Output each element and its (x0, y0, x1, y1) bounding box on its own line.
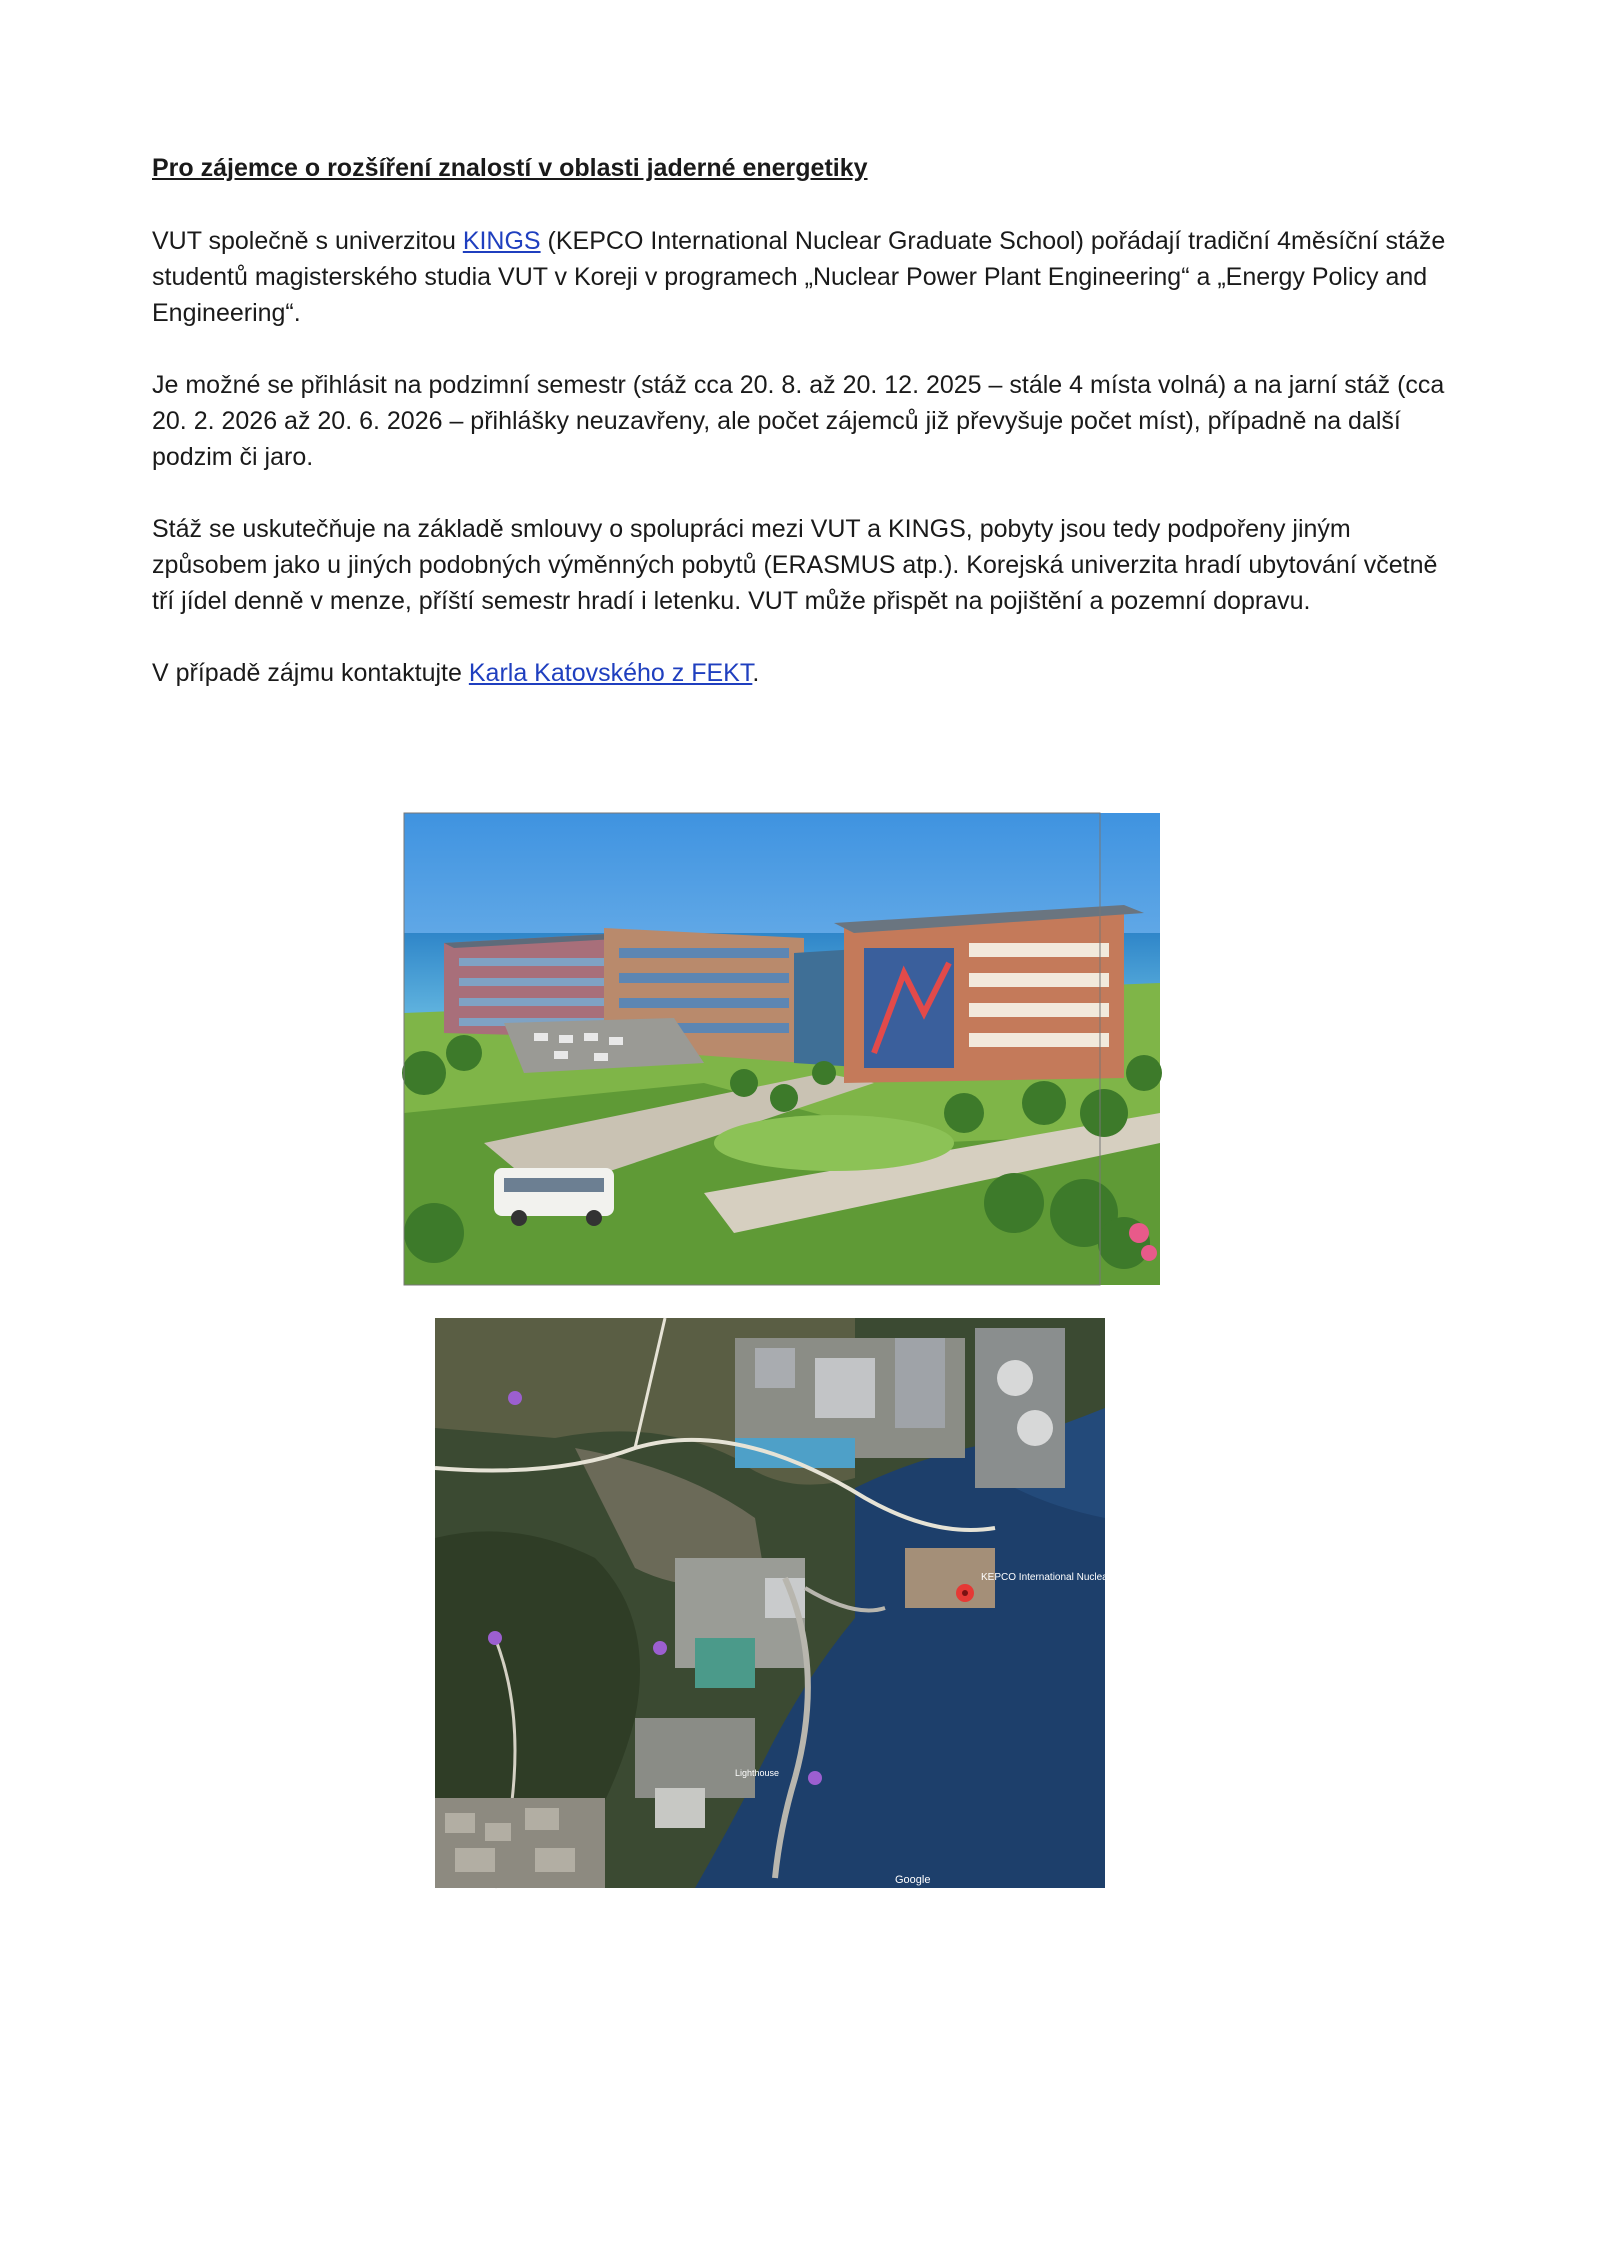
contact-link[interactable]: Karla Katovského z FEKT (468, 659, 753, 687)
contact-text-start: V případě zájmu kontaktujte (152, 659, 469, 687)
page-title: Pro zájemce o rozšíření znalostí v oblasti jaderné energetiky (152, 154, 868, 182)
document-body (152, 150, 1452, 727)
paragraph-agreement: Stáž se uskutečňuje na základě smlouvy o spolupráci mezi VUT a KINGS, pobyty jsou tedy podpořeny jiným způsobem jako u jiných podobných výměnných pobytů (ERASMUS atp.). Korejská univerzita hradí ubytování včetně tří jídel denně v menze, příští semestr hradí i letenku. VUT může přispět na pojištění a pozemní dopravu. (152, 515, 1438, 615)
contact-text-end: . (752, 659, 760, 687)
kings-link[interactable]: KINGS (462, 227, 541, 255)
paragraph-intro (152, 223, 1452, 331)
map-lighthouse-label: Lighthouse (735, 1768, 780, 1778)
paragraph-contact (152, 655, 1452, 691)
intro-text-end: (KEPCO International Nuclear Graduate School) pořádají tradiční 4měsíční stáže studentů magisterského studia VUT v Koreji v programech „Nuclear Power Plant Engineering“ a „Energy Policy and Engineering“. (152, 227, 1446, 327)
satellite-map (435, 1318, 1189, 1888)
map-location-label: KEPCO International Nuclear Graduate School (981, 1572, 1189, 1583)
paragraph-dates: Je možné se přihlásit na podzimní semestr (stáž cca 20. 8. až 20. 12. 2025 – stále 4 místa volná) a na jarní stáž (cca 20. 2. 2026 až 20. 6. 2026 – přihlášky neuzavřeny, ale počet zájemců již převyšuje počet míst), případně na další podzim či jaro. (152, 371, 1445, 471)
intro-text-start: VUT společně s univerzitou (152, 227, 463, 255)
map-watermark: Google (895, 1874, 931, 1886)
campus-photo (404, 813, 1160, 1285)
